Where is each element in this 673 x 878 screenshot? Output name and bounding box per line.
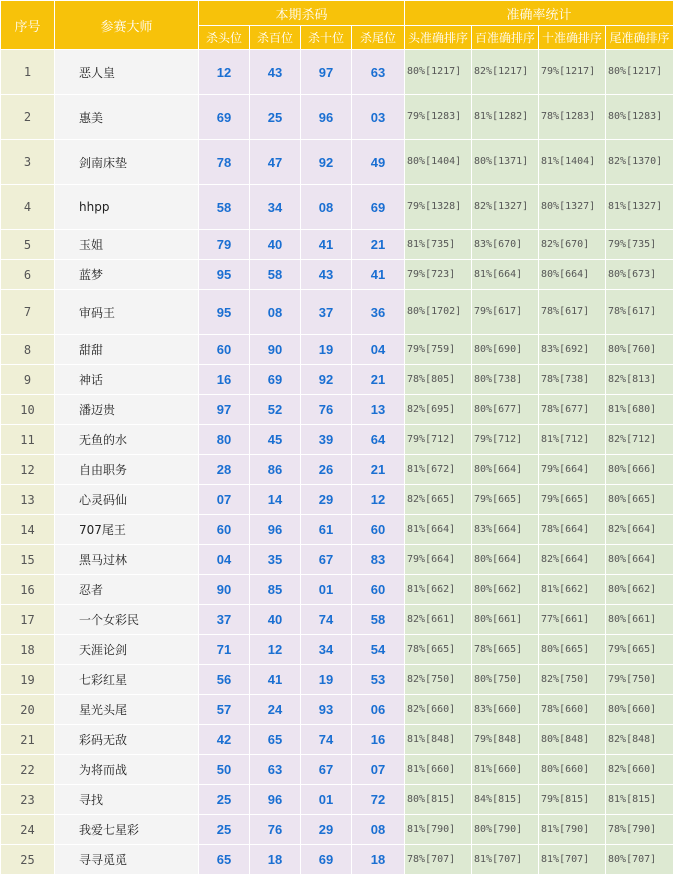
kill-value: 21 (352, 365, 405, 395)
kill-value: 18 (250, 845, 301, 875)
accuracy-value: 79%[759] (405, 335, 472, 365)
header-kill-col: 杀尾位 (352, 26, 405, 50)
kill-value: 86 (250, 455, 301, 485)
accuracy-value: 80%[662] (606, 575, 673, 605)
accuracy-value: 81%[707] (539, 845, 606, 875)
kill-value: 08 (301, 185, 352, 230)
kill-value: 95 (199, 290, 250, 335)
accuracy-value: 79%[664] (539, 455, 606, 485)
kill-value: 69 (352, 185, 405, 230)
row-index: 20 (1, 695, 55, 725)
accuracy-value: 79%[1217] (539, 50, 606, 95)
kill-value: 43 (301, 260, 352, 290)
master-name: 寻找 (55, 785, 199, 815)
kill-value: 13 (352, 395, 405, 425)
table-row (1, 695, 673, 725)
accuracy-value: 83%[664] (472, 515, 539, 545)
row-index: 17 (1, 605, 55, 635)
kill-value: 35 (250, 545, 301, 575)
kill-value: 74 (301, 605, 352, 635)
accuracy-value: 78%[664] (539, 515, 606, 545)
header-index: 序号 (1, 1, 55, 50)
accuracy-value: 79%[815] (539, 785, 606, 815)
table-row (1, 260, 673, 290)
row-index: 16 (1, 575, 55, 605)
kill-value: 21 (352, 455, 405, 485)
header-kill-col: 杀十位 (301, 26, 352, 50)
accuracy-value: 80%[848] (539, 725, 606, 755)
kill-value: 19 (301, 335, 352, 365)
accuracy-value: 81%[1404] (539, 140, 606, 185)
accuracy-value: 80%[660] (606, 695, 673, 725)
kill-value: 83 (352, 545, 405, 575)
header-kill-col: 杀百位 (250, 26, 301, 50)
row-index: 2 (1, 95, 55, 140)
table-row (1, 815, 673, 845)
table-row (1, 185, 673, 230)
accuracy-value: 81%[662] (405, 575, 472, 605)
accuracy-value: 81%[664] (405, 515, 472, 545)
row-index: 7 (1, 290, 55, 335)
kill-value: 01 (301, 575, 352, 605)
kill-value: 41 (352, 260, 405, 290)
master-name: 心灵码仙 (55, 485, 199, 515)
accuracy-value: 81%[712] (539, 425, 606, 455)
accuracy-value: 79%[1328] (405, 185, 472, 230)
accuracy-value: 78%[1283] (539, 95, 606, 140)
table-row (1, 395, 673, 425)
kill-value: 12 (352, 485, 405, 515)
accuracy-value: 80%[661] (606, 605, 673, 635)
kill-value: 04 (199, 545, 250, 575)
accuracy-value: 81%[735] (405, 230, 472, 260)
kill-value: 49 (352, 140, 405, 185)
header-acc-col: 尾准确排序 (606, 26, 673, 50)
master-name: 审码王 (55, 290, 199, 335)
kill-value: 67 (301, 545, 352, 575)
kill-value: 57 (199, 695, 250, 725)
accuracy-value: 80%[790] (472, 815, 539, 845)
row-index: 3 (1, 140, 55, 185)
kill-value: 40 (250, 230, 301, 260)
kill-value: 92 (301, 140, 352, 185)
kill-value: 65 (199, 845, 250, 875)
accuracy-value: 79%[617] (472, 290, 539, 335)
kill-value: 36 (352, 290, 405, 335)
accuracy-value: 79%[1283] (405, 95, 472, 140)
master-name: 无鱼的水 (55, 425, 199, 455)
kill-value: 28 (199, 455, 250, 485)
header-acc-col: 十准确排序 (539, 26, 606, 50)
table-row (1, 95, 673, 140)
row-index: 25 (1, 845, 55, 875)
accuracy-value: 82%[665] (405, 485, 472, 515)
accuracy-value: 80%[707] (606, 845, 673, 875)
master-name: 甜甜 (55, 335, 199, 365)
kill-value: 50 (199, 755, 250, 785)
table-row (1, 545, 673, 575)
accuracy-value: 79%[664] (405, 545, 472, 575)
master-name: 潘迈贵 (55, 395, 199, 425)
kill-value: 24 (250, 695, 301, 725)
kill-value: 63 (352, 50, 405, 95)
kill-value: 96 (250, 785, 301, 815)
row-index: 23 (1, 785, 55, 815)
accuracy-value: 80%[673] (606, 260, 673, 290)
row-index: 6 (1, 260, 55, 290)
header-master: 参赛大师 (55, 1, 199, 50)
kill-value: 29 (301, 485, 352, 515)
kill-value: 52 (250, 395, 301, 425)
kill-value: 95 (199, 260, 250, 290)
table-row (1, 665, 673, 695)
kill-value: 69 (250, 365, 301, 395)
accuracy-value: 80%[1217] (606, 50, 673, 95)
kill-value: 67 (301, 755, 352, 785)
master-name: 神话 (55, 365, 199, 395)
kill-value: 97 (199, 395, 250, 425)
kill-value: 58 (199, 185, 250, 230)
accuracy-value: 82%[750] (405, 665, 472, 695)
kill-value: 58 (250, 260, 301, 290)
kill-value: 76 (250, 815, 301, 845)
master-name: 自由职务 (55, 455, 199, 485)
accuracy-value: 82%[750] (539, 665, 606, 695)
kill-value: 96 (301, 95, 352, 140)
kill-value: 19 (301, 665, 352, 695)
accuracy-value: 81%[707] (472, 845, 539, 875)
accuracy-value: 79%[735] (606, 230, 673, 260)
kill-value: 79 (199, 230, 250, 260)
master-name: 蓝梦 (55, 260, 199, 290)
accuracy-value: 80%[664] (539, 260, 606, 290)
header-acc-col: 头准确排序 (405, 26, 472, 50)
row-index: 22 (1, 755, 55, 785)
kill-value: 60 (352, 575, 405, 605)
kill-value: 65 (250, 725, 301, 755)
kill-value: 08 (352, 815, 405, 845)
row-index: 5 (1, 230, 55, 260)
accuracy-value: 82%[664] (539, 545, 606, 575)
accuracy-value: 78%[738] (539, 365, 606, 395)
table-row (1, 50, 673, 95)
kill-value: 92 (301, 365, 352, 395)
row-index: 15 (1, 545, 55, 575)
kill-value: 58 (352, 605, 405, 635)
table-row (1, 845, 673, 875)
kill-value: 16 (199, 365, 250, 395)
kill-value: 45 (250, 425, 301, 455)
row-index: 18 (1, 635, 55, 665)
accuracy-value: 82%[660] (606, 755, 673, 785)
accuracy-value: 80%[1371] (472, 140, 539, 185)
master-name: 玉姐 (55, 230, 199, 260)
accuracy-value: 78%[660] (539, 695, 606, 725)
row-index: 11 (1, 425, 55, 455)
accuracy-value: 82%[1217] (472, 50, 539, 95)
accuracy-value: 82%[660] (405, 695, 472, 725)
kill-value: 25 (199, 815, 250, 845)
kill-value: 93 (301, 695, 352, 725)
row-index: 8 (1, 335, 55, 365)
accuracy-value: 80%[738] (472, 365, 539, 395)
row-index: 1 (1, 50, 55, 95)
master-name: 我爱七星彩 (55, 815, 199, 845)
kill-value: 21 (352, 230, 405, 260)
accuracy-value: 81%[664] (472, 260, 539, 290)
row-index: 10 (1, 395, 55, 425)
kill-value: 14 (250, 485, 301, 515)
kill-value: 71 (199, 635, 250, 665)
accuracy-value: 80%[1702] (405, 290, 472, 335)
table-row (1, 290, 673, 335)
kill-value: 76 (301, 395, 352, 425)
accuracy-value: 78%[805] (405, 365, 472, 395)
accuracy-value: 82%[1370] (606, 140, 673, 185)
master-name: 黑马过林 (55, 545, 199, 575)
accuracy-value: 79%[712] (405, 425, 472, 455)
accuracy-value: 81%[790] (405, 815, 472, 845)
accuracy-value: 79%[750] (606, 665, 673, 695)
master-name: 忍者 (55, 575, 199, 605)
kill-value: 34 (250, 185, 301, 230)
accuracy-value: 80%[664] (472, 545, 539, 575)
kill-value: 69 (199, 95, 250, 140)
row-index: 24 (1, 815, 55, 845)
table-row (1, 605, 673, 635)
accuracy-value: 81%[790] (539, 815, 606, 845)
kill-value: 41 (301, 230, 352, 260)
accuracy-value: 78%[707] (405, 845, 472, 875)
kill-value: 43 (250, 50, 301, 95)
master-name: 寻寻觅觅 (55, 845, 199, 875)
kill-value: 26 (301, 455, 352, 485)
kill-value: 72 (352, 785, 405, 815)
table-row (1, 335, 673, 365)
accuracy-value: 80%[660] (539, 755, 606, 785)
accuracy-value: 81%[672] (405, 455, 472, 485)
accuracy-value: 82%[661] (405, 605, 472, 635)
accuracy-value: 78%[617] (539, 290, 606, 335)
master-name: 一个女彩民 (55, 605, 199, 635)
kill-value: 07 (199, 485, 250, 515)
kill-value: 47 (250, 140, 301, 185)
accuracy-value: 79%[665] (472, 485, 539, 515)
accuracy-value: 80%[665] (539, 635, 606, 665)
accuracy-value: 82%[848] (606, 725, 673, 755)
kill-value: 78 (199, 140, 250, 185)
accuracy-value: 84%[815] (472, 785, 539, 815)
kill-value: 60 (352, 515, 405, 545)
accuracy-value: 78%[790] (606, 815, 673, 845)
master-name: 剑南床垫 (55, 140, 199, 185)
kill-value: 37 (199, 605, 250, 635)
accuracy-value: 80%[665] (606, 485, 673, 515)
kill-value: 56 (199, 665, 250, 695)
master-name: 为将而战 (55, 755, 199, 785)
kill-value: 54 (352, 635, 405, 665)
accuracy-value: 82%[1327] (472, 185, 539, 230)
accuracy-value: 80%[662] (472, 575, 539, 605)
kill-value: 12 (250, 635, 301, 665)
table-row (1, 140, 673, 185)
kill-value: 03 (352, 95, 405, 140)
kill-value: 08 (250, 290, 301, 335)
row-index: 21 (1, 725, 55, 755)
kill-value: 40 (250, 605, 301, 635)
accuracy-value: 80%[1404] (405, 140, 472, 185)
accuracy-value: 81%[1327] (606, 185, 673, 230)
kill-value: 07 (352, 755, 405, 785)
table-row (1, 755, 673, 785)
table-row (1, 365, 673, 395)
accuracy-value: 81%[660] (405, 755, 472, 785)
table-row (1, 485, 673, 515)
header-accuracy-group: 准确率统计 (405, 1, 673, 26)
accuracy-value: 79%[712] (472, 425, 539, 455)
kill-value: 39 (301, 425, 352, 455)
table-row (1, 515, 673, 545)
kill-value: 61 (301, 515, 352, 545)
accuracy-value: 80%[666] (606, 455, 673, 485)
kill-value: 18 (352, 845, 405, 875)
header-kill-group: 本期杀码 (199, 1, 405, 26)
master-name: 天涯论剑 (55, 635, 199, 665)
row-index: 12 (1, 455, 55, 485)
table-row (1, 455, 673, 485)
accuracy-value: 81%[660] (472, 755, 539, 785)
master-name: 七彩红星 (55, 665, 199, 695)
kill-value: 16 (352, 725, 405, 755)
master-name: 彩码无敌 (55, 725, 199, 755)
master-name: hhpp (55, 185, 199, 230)
accuracy-value: 79%[665] (606, 635, 673, 665)
table-row (1, 725, 673, 755)
accuracy-value: 80%[1327] (539, 185, 606, 230)
kill-value: 25 (199, 785, 250, 815)
kill-value: 64 (352, 425, 405, 455)
master-name: 707尾王 (55, 515, 199, 545)
accuracy-value: 81%[1282] (472, 95, 539, 140)
accuracy-value: 81%[680] (606, 395, 673, 425)
accuracy-value: 82%[670] (539, 230, 606, 260)
kill-value: 60 (199, 335, 250, 365)
accuracy-value: 80%[815] (405, 785, 472, 815)
accuracy-value: 80%[1217] (405, 50, 472, 95)
row-index: 19 (1, 665, 55, 695)
kill-value: 85 (250, 575, 301, 605)
row-index: 14 (1, 515, 55, 545)
table-row (1, 785, 673, 815)
table-row (1, 425, 673, 455)
accuracy-value: 80%[664] (472, 455, 539, 485)
accuracy-value: 78%[665] (472, 635, 539, 665)
accuracy-value: 78%[665] (405, 635, 472, 665)
kill-value: 37 (301, 290, 352, 335)
table-row (1, 230, 673, 260)
accuracy-value: 78%[617] (606, 290, 673, 335)
kill-value: 97 (301, 50, 352, 95)
accuracy-value: 81%[815] (606, 785, 673, 815)
master-name: 惠美 (55, 95, 199, 140)
kill-value: 41 (250, 665, 301, 695)
kill-value: 12 (199, 50, 250, 95)
accuracy-value: 80%[661] (472, 605, 539, 635)
kill-value: 25 (250, 95, 301, 140)
accuracy-value: 83%[692] (539, 335, 606, 365)
kill-value: 96 (250, 515, 301, 545)
kill-value: 42 (199, 725, 250, 755)
kill-value: 80 (199, 425, 250, 455)
accuracy-value: 79%[665] (539, 485, 606, 515)
accuracy-value: 80%[760] (606, 335, 673, 365)
accuracy-value: 83%[660] (472, 695, 539, 725)
table-row (1, 635, 673, 665)
kill-value: 69 (301, 845, 352, 875)
kill-value: 53 (352, 665, 405, 695)
kill-value: 90 (199, 575, 250, 605)
kill-value: 01 (301, 785, 352, 815)
header-kill-col: 杀头位 (199, 26, 250, 50)
accuracy-value: 79%[723] (405, 260, 472, 290)
accuracy-value: 82%[695] (405, 395, 472, 425)
accuracy-value: 81%[848] (405, 725, 472, 755)
kill-value: 74 (301, 725, 352, 755)
kill-value: 63 (250, 755, 301, 785)
kill-value: 90 (250, 335, 301, 365)
accuracy-value: 82%[813] (606, 365, 673, 395)
master-name: 恶人皇 (55, 50, 199, 95)
kill-value: 60 (199, 515, 250, 545)
accuracy-value: 78%[677] (539, 395, 606, 425)
table-body (1, 50, 673, 875)
accuracy-value: 82%[664] (606, 515, 673, 545)
accuracy-value: 80%[690] (472, 335, 539, 365)
row-index: 9 (1, 365, 55, 395)
accuracy-value: 77%[661] (539, 605, 606, 635)
kill-value: 04 (352, 335, 405, 365)
kill-value: 29 (301, 815, 352, 845)
accuracy-value: 80%[677] (472, 395, 539, 425)
row-index: 4 (1, 185, 55, 230)
header-acc-col: 百准确排序 (472, 26, 539, 50)
accuracy-value: 79%[848] (472, 725, 539, 755)
kill-value: 34 (301, 635, 352, 665)
row-index: 13 (1, 485, 55, 515)
master-name: 星光头尾 (55, 695, 199, 725)
accuracy-value: 80%[664] (606, 545, 673, 575)
accuracy-value: 80%[1283] (606, 95, 673, 140)
accuracy-value: 81%[662] (539, 575, 606, 605)
kill-value: 06 (352, 695, 405, 725)
accuracy-value: 82%[712] (606, 425, 673, 455)
accuracy-value: 83%[670] (472, 230, 539, 260)
table-row (1, 575, 673, 605)
accuracy-value: 80%[750] (472, 665, 539, 695)
